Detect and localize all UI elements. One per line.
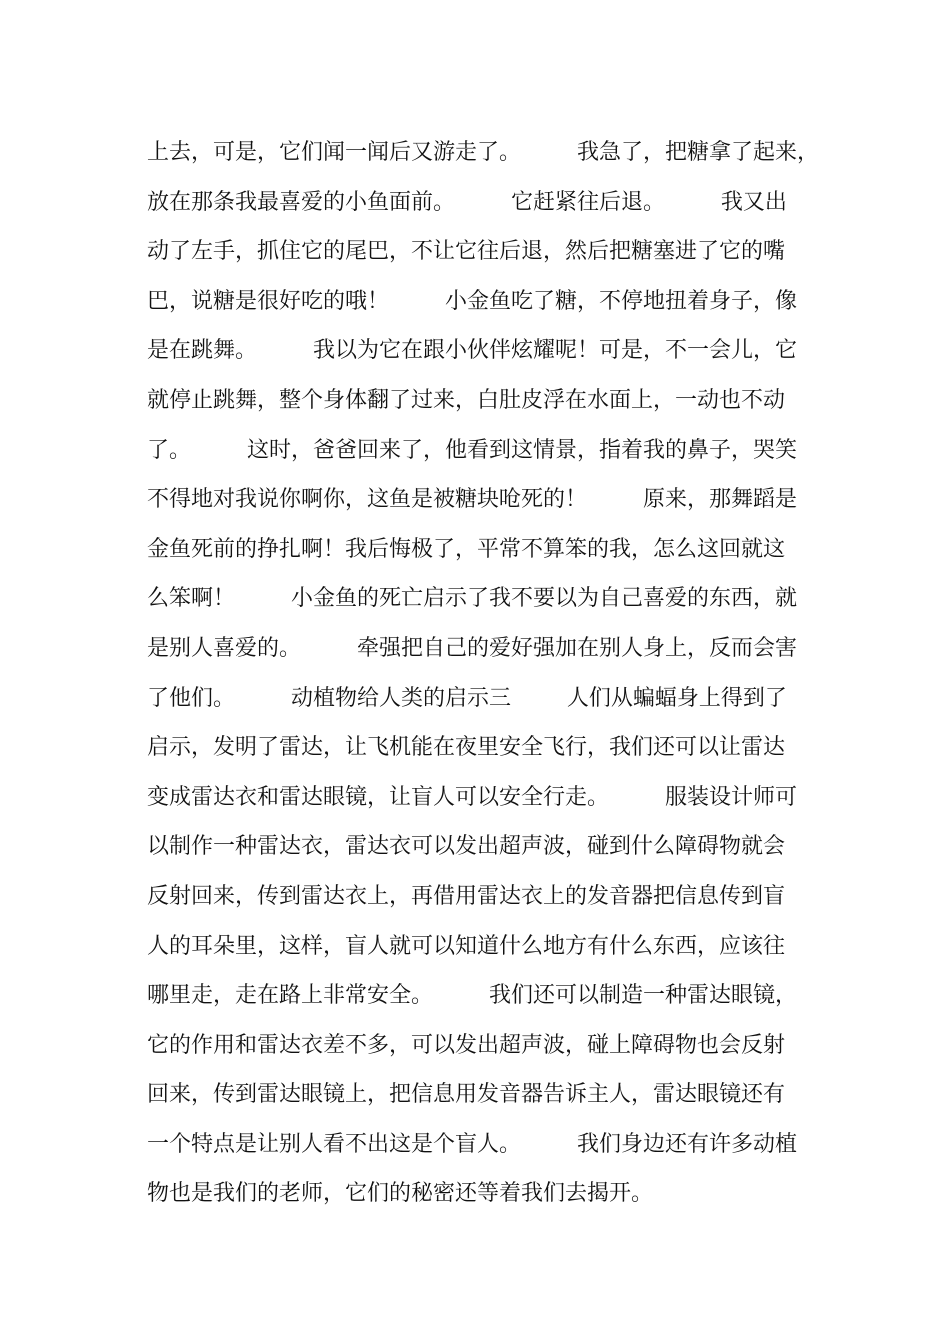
text-line: 巴，说糖是很好吃的哦！ 小金鱼吃了糖，不停地扭着身子，像 <box>147 288 797 314</box>
text-line: 不得地对我说你啊你，这鱼是被糖块呛死的！ 原来，那舞蹈是 <box>147 487 797 513</box>
text-line: 变成雷达衣和雷达眼镜，让盲人可以安全行走。 服装设计师可 <box>147 784 797 810</box>
text-line: 了他们。 动植物给人类的启示三 人们从蝙蝠身上得到了 <box>147 685 787 711</box>
text-line: 是别人喜爱的。 牵强把自己的爱好强加在别人身上，反而会害 <box>147 635 797 661</box>
text-line: 了。 这时，爸爸回来了，他看到这情景，指着我的鼻子，哭笑 <box>147 437 797 463</box>
text-line: 物也是我们的老师，它们的秘密还等着我们去揭开。 <box>147 1181 654 1207</box>
text-line: 上去，可是，它们闻一闻后又游走了。 我急了，把糖拿了起来， <box>147 140 819 165</box>
text-line: 一个特点是让别人看不出这是个盲人。 我们身边还有许多动植 <box>147 1131 797 1157</box>
text-line: 哪里走，走在路上非常安全。 我们还可以制造一种雷达眼镜， <box>147 983 797 1009</box>
text-line: 是在跳舞。 我以为它在跟小伙伴炫耀呢！可是，不一会儿，它 <box>147 338 797 364</box>
text-line: 么笨啊！ 小金鱼的死亡启示了我不要以为自己喜爱的东西，就 <box>147 586 797 612</box>
text-line: 启示，发明了雷达，让飞机能在夜里安全飞行，我们还可以让雷达 <box>147 735 786 761</box>
text-line: 它的作用和雷达衣差不多，可以发出超声波，碰上障碍物也会反射 <box>147 1032 786 1058</box>
text-line: 就停止跳舞，整个身体翻了过来，白肚皮浮在水面上，一动也不动 <box>147 387 786 413</box>
text-line: 人的耳朵里，这样，盲人就可以知道什么地方有什么东西，应该往 <box>147 933 786 959</box>
text-line: 金鱼死前的挣扎啊！我后悔极了，平常不算笨的我，怎么这回就这 <box>147 536 786 562</box>
body-text <box>147 128 817 1219</box>
text-line: 反射回来，传到雷达衣上，再借用雷达衣上的发音器把信息传到盲 <box>147 883 786 909</box>
text-line: 动了左手，抓住它的尾巴，不让它往后退，然后把糖塞进了它的嘴 <box>147 239 786 265</box>
text-line: 回来，传到雷达眼镜上，把信息用发音器告诉主人，雷达眼镜还有 <box>147 1082 786 1108</box>
text-line: 以制作一种雷达衣，雷达衣可以发出超声波，碰到什么障碍物就会 <box>147 834 786 860</box>
text-line: 放在那条我最喜爱的小鱼面前。 它赶紧往后退。 我又出 <box>147 189 787 215</box>
